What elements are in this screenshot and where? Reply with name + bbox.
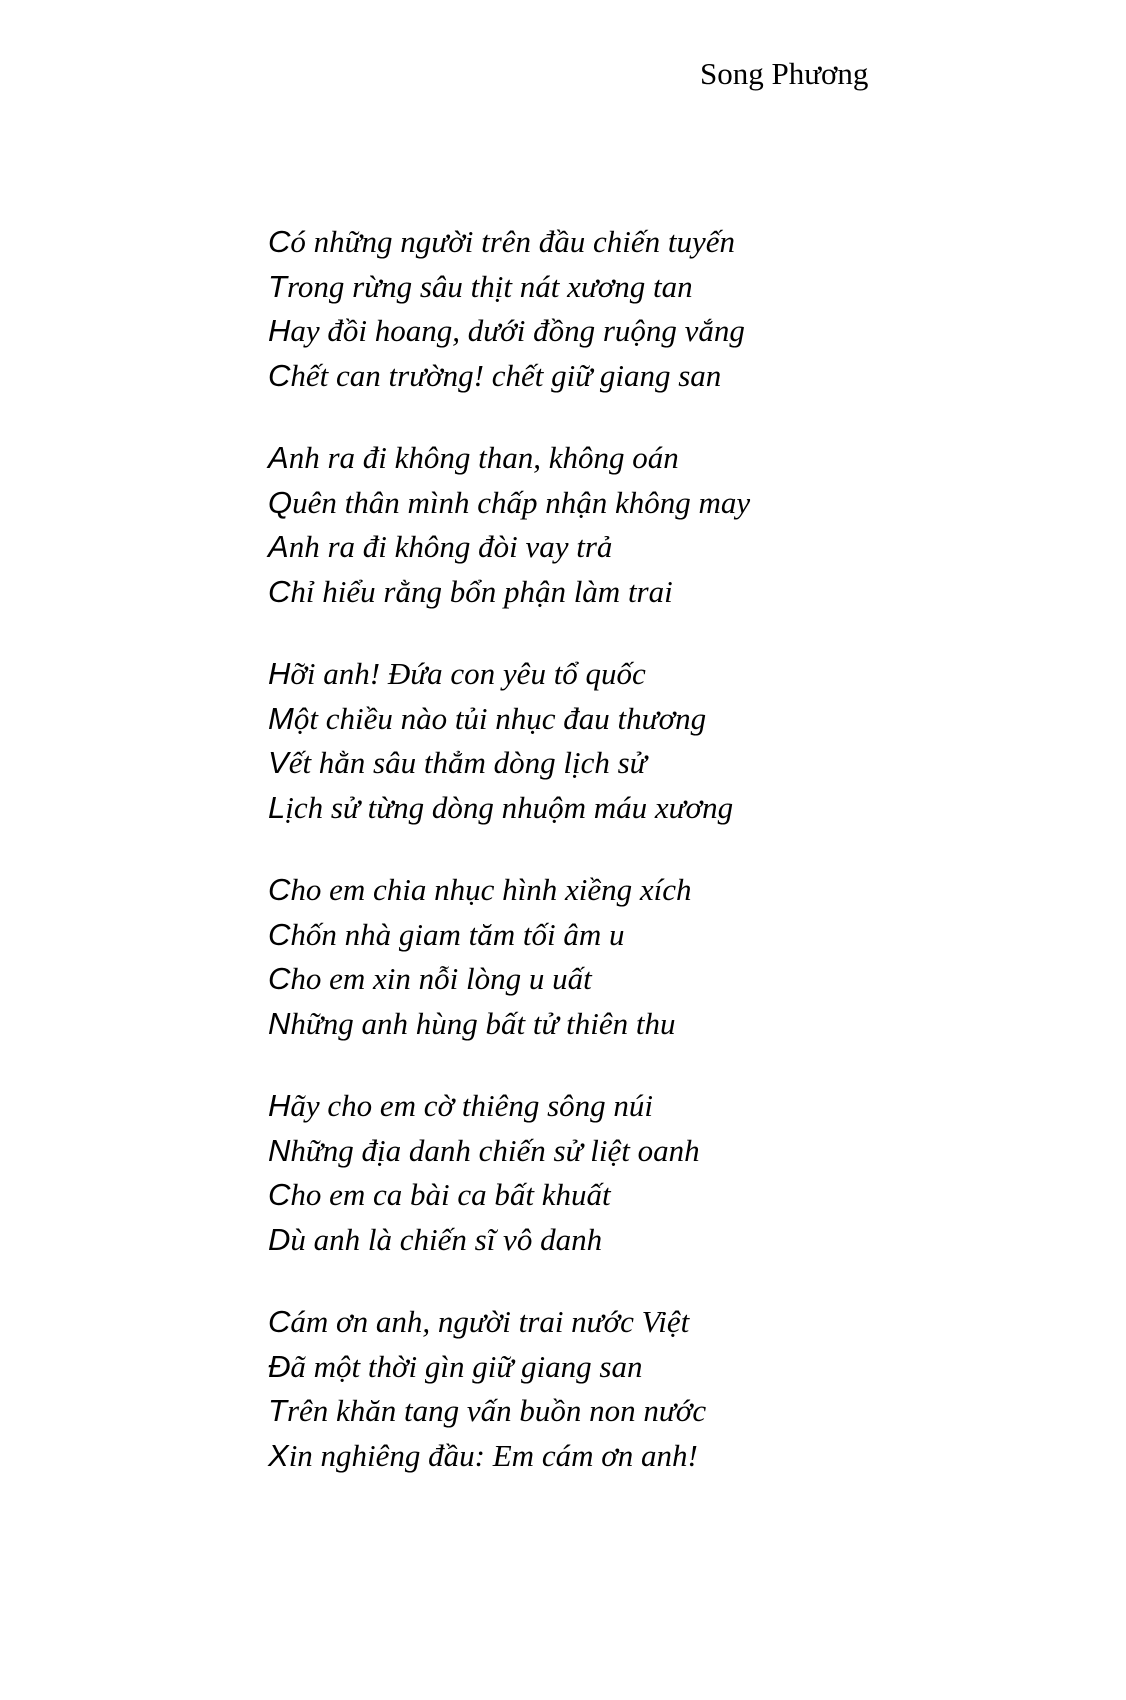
line-text: hốn nhà giam tăm tối âm u	[290, 916, 625, 952]
line-text: uên thân mình chấp nhận không may	[292, 484, 751, 520]
line-text: ột chiều nào tủi nhục đau thương	[293, 700, 707, 736]
line-initial: M	[268, 700, 294, 736]
stanza	[268, 1300, 1068, 1478]
poem-line	[268, 913, 1068, 958]
line-text: nh ra đi không đòi vay trả	[288, 529, 613, 564]
line-initial: X	[268, 1437, 289, 1473]
line-initial: C	[268, 1177, 291, 1212]
poem-line	[268, 786, 1068, 831]
poem-line	[268, 436, 1068, 481]
poem-line	[268, 957, 1068, 1002]
line-text: ãy cho em cờ thiêng sông núi	[290, 1088, 654, 1123]
poem-line	[268, 741, 1068, 786]
poem-line	[268, 265, 1068, 310]
line-initial: A	[268, 529, 289, 564]
line-text: ết hằn sâu thẳm dòng lịch sử	[288, 745, 647, 780]
line-initial: C	[268, 1304, 291, 1339]
line-initial: V	[268, 745, 289, 780]
poem-line	[268, 309, 1068, 354]
author-name: Song Phương	[700, 56, 869, 91]
line-text: ịch sử từng dòng nhuộm máu xương	[285, 789, 734, 825]
stanza	[268, 1084, 1068, 1262]
line-initial: D	[268, 1221, 291, 1257]
line-text: ã một thời gìn giữ giang san	[290, 1348, 643, 1384]
poem-line	[268, 652, 1068, 697]
poem-line	[268, 1389, 1068, 1434]
stanza	[268, 220, 1068, 398]
stanza	[268, 436, 1068, 614]
line-text: ỡi anh! Đứa con yêu tổ quốc	[290, 656, 646, 691]
poem-line	[268, 481, 1068, 526]
poem-line	[268, 1345, 1068, 1390]
line-initial: A	[268, 440, 289, 475]
poem-line	[268, 1002, 1068, 1047]
poem-line	[268, 220, 1068, 265]
poem-line	[268, 1129, 1068, 1174]
poem-line	[268, 1218, 1068, 1263]
poem-line	[268, 697, 1068, 742]
line-text: ay đồi hoang, dưới đồng ruộng vắng	[290, 313, 745, 348]
line-text: ho em ca bài ca bất khuất	[290, 1177, 611, 1212]
poem	[268, 220, 1068, 1516]
poem-line	[268, 354, 1068, 399]
line-initial: H	[268, 1088, 291, 1123]
line-initial: C	[268, 872, 291, 907]
poem-line	[268, 1300, 1068, 1345]
line-initial: C	[268, 357, 291, 393]
line-text: ù anh là chiến sĩ vô danh	[290, 1221, 603, 1257]
line-text: hỉ hiểu rằng bổn phận làm trai	[290, 573, 673, 609]
line-text: in nghiêng đầu: Em cám ơn anh!	[288, 1437, 698, 1473]
poem-line	[268, 525, 1068, 570]
line-initial: C	[268, 224, 291, 259]
poem-line	[268, 1173, 1068, 1218]
stanza	[268, 652, 1068, 830]
line-text: hững địa danh chiến sử liệt oanh	[290, 1132, 700, 1168]
line-text: ho em chia nhục hình xiềng xích	[290, 872, 692, 907]
line-text: hết can trường! chết giữ giang san	[290, 357, 722, 393]
line-initial: Q	[268, 484, 293, 520]
line-initial: H	[268, 656, 291, 691]
poem-line	[268, 868, 1068, 913]
line-initial: C	[268, 961, 291, 996]
line-initial: T	[268, 268, 287, 304]
poem-line	[268, 570, 1068, 615]
line-initial: L	[268, 789, 286, 825]
line-text: ám ơn anh, người trai nước Việt	[290, 1304, 690, 1339]
line-text: rên khăn tang vấn buồn non nước	[286, 1393, 707, 1428]
line-initial: N	[268, 1005, 291, 1041]
line-text: nh ra đi không than, không oán	[288, 440, 679, 475]
poem-line	[268, 1084, 1068, 1129]
line-initial: C	[268, 573, 291, 609]
line-text: rong rừng sâu thịt nát xương tan	[286, 268, 693, 304]
line-text: hững anh hùng bất tử thiên thu	[290, 1005, 676, 1041]
poem-line	[268, 1434, 1068, 1479]
stanza	[268, 868, 1068, 1046]
line-text: ho em xin nỗi lòng u uất	[290, 961, 592, 996]
line-initial: T	[268, 1393, 287, 1428]
line-initial: H	[268, 313, 291, 348]
line-initial: C	[268, 916, 291, 952]
line-initial: Đ	[268, 1348, 291, 1384]
line-initial: N	[268, 1132, 291, 1168]
line-text: ó những người trên đầu chiến tuyến	[290, 224, 736, 259]
